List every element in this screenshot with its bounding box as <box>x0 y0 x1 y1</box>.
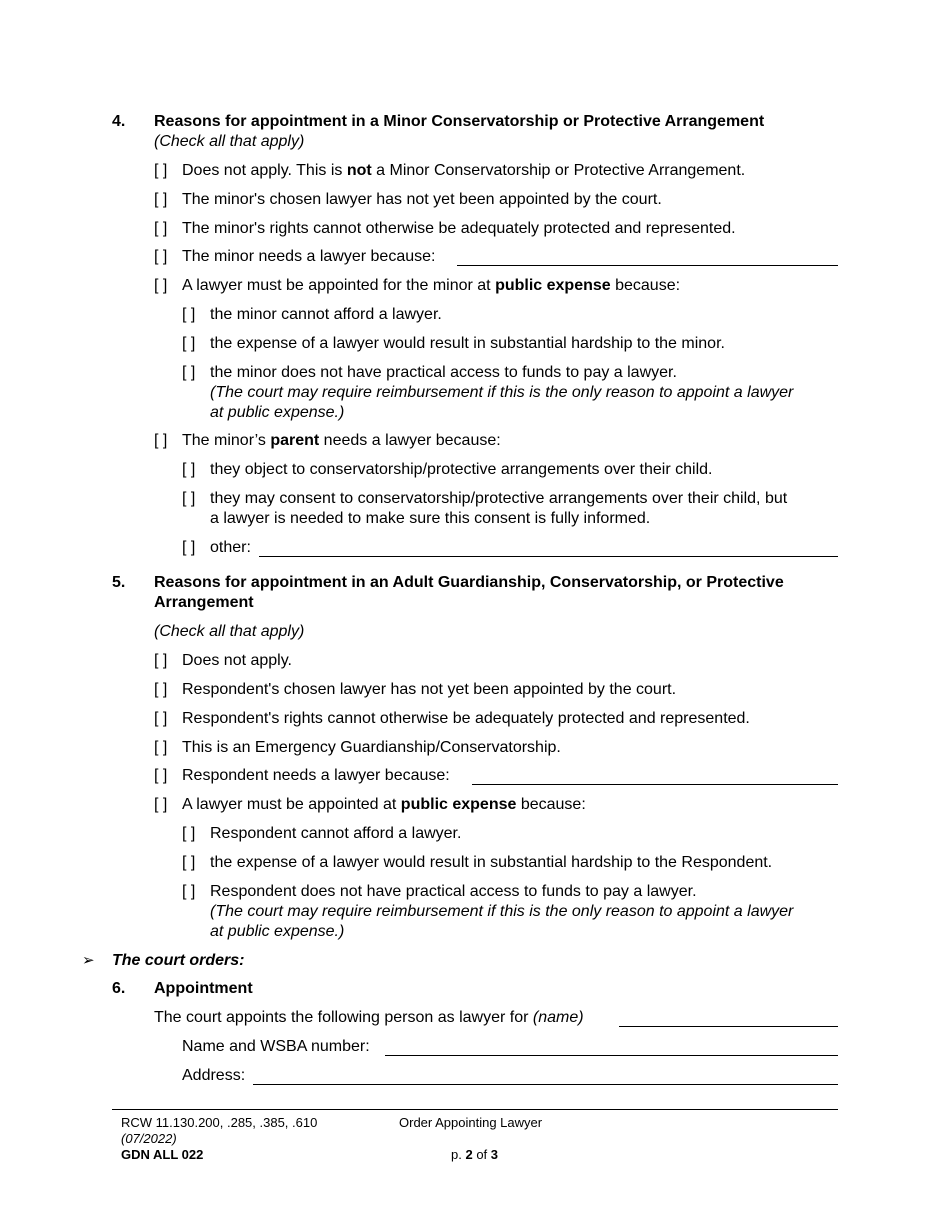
s5-item-chosen-lawyer: [ ] Respondent's chosen lawyer has not yet been appointed by the court. <box>154 681 677 698</box>
footer-rcw: RCW 11.130.200, .285, .385, .610 <box>121 1115 318 1130</box>
section-5-instruction: (Check all that apply) <box>154 623 305 640</box>
s5-sub-no-access: [ ] Respondent does not have practical access to funds to pay a lawyer. <box>182 883 697 900</box>
s4-sub-hardship: [ ] the expense of a lawyer would result in substantial hardship to the minor. <box>182 335 725 352</box>
checkbox[interactable]: [ ] <box>154 220 168 237</box>
s4-item-rights: [ ] The minor's rights cannot otherwise be adequately protected and represented. <box>154 220 736 237</box>
s5-item-needs-lawyer: [ ] Respondent needs a lawyer because: <box>154 767 450 784</box>
s5-sub-hardship: [ ] the expense of a lawyer would result in substantial hardship to the Respondent. <box>182 854 773 871</box>
s5-item-emergency: [ ] This is an Emergency Guardianship/Conservatorship. <box>154 739 561 756</box>
checkbox[interactable]: [ ] <box>182 364 196 381</box>
footer-divider <box>112 1109 838 1110</box>
s4-sub-consent-cont: a lawyer is needed to make sure this consent is fully informed. <box>210 510 651 527</box>
s5-reimbursement-note: (The court may require reimbursement if this is the only reason to appoint a lawyer <box>210 903 794 920</box>
checkbox[interactable]: [ ] <box>154 162 168 179</box>
checkbox[interactable]: [ ] <box>182 461 196 478</box>
section-5-number: 5. <box>112 574 126 591</box>
checkbox[interactable]: [ ] <box>154 767 168 784</box>
s5-item-rights: [ ] Respondent's rights cannot otherwise be adequately protected and represented. <box>154 710 750 727</box>
section-5-title: Reasons for appointment in an Adult Guardianship, Conservatorship, or Protective <box>154 574 784 591</box>
section-5-title-cont: Arrangement <box>154 594 254 611</box>
s5-reimbursement-note-cont: at public expense.) <box>210 923 345 940</box>
s4-reimbursement-note-cont: at public expense.) <box>210 404 345 421</box>
court-orders-heading: The court orders: <box>112 952 245 969</box>
section-6-title: Appointment <box>154 980 253 997</box>
s5-item-public-expense: [ ] A lawyer must be appointed at public expense because: <box>154 796 586 813</box>
s5-needs-lawyer-field[interactable] <box>472 770 838 785</box>
checkbox[interactable]: [ ] <box>154 248 168 265</box>
s4-sub-object: [ ] they object to conservatorship/protective arrangements over their child. <box>182 461 713 478</box>
s4-sub-no-access: [ ] the minor does not have practical access to funds to pay a lawyer. <box>182 364 677 381</box>
s4-item-needs-lawyer: [ ] The minor needs a lawyer because: <box>154 248 436 265</box>
checkbox[interactable]: [ ] <box>154 432 168 449</box>
checkbox[interactable]: [ ] <box>182 335 196 352</box>
s4-item-parent: [ ] The minor’s parent needs a lawyer because: <box>154 432 501 449</box>
s5-item-not-apply: [ ] Does not apply. <box>154 652 292 669</box>
s4-needs-lawyer-field[interactable] <box>457 251 838 266</box>
footer-date: (07/2022) <box>121 1131 177 1146</box>
section-4-title: Reasons for appointment in a Minor Conservatorship or Protective Arrangement <box>154 113 765 130</box>
checkbox[interactable]: [ ] <box>154 191 168 208</box>
checkbox[interactable]: [ ] <box>154 681 168 698</box>
checkbox[interactable]: [ ] <box>182 306 196 323</box>
checkbox[interactable]: [ ] <box>182 854 196 871</box>
footer-form-id: GDN ALL 022 <box>121 1147 204 1162</box>
address-field[interactable] <box>253 1070 838 1085</box>
section-6-number: 6. <box>112 980 126 997</box>
checkbox[interactable]: [ ] <box>154 739 168 756</box>
section-4-instruction: (Check all that apply) <box>154 133 305 150</box>
checkbox[interactable]: [ ] <box>182 825 196 842</box>
appointment-line: The court appoints the following person as lawyer for (name) <box>154 1009 584 1026</box>
s4-other-field[interactable] <box>259 542 838 557</box>
checkbox[interactable]: [ ] <box>182 539 196 556</box>
checkbox[interactable]: [ ] <box>182 490 196 507</box>
checkbox[interactable]: [ ] <box>154 796 168 813</box>
s4-item-not-apply: [ ] Does not apply. This is not a Minor Conservatorship or Protective Arrangement. <box>154 162 746 179</box>
address-label: Address: <box>182 1067 246 1084</box>
s4-item-chosen-lawyer: [ ] The minor's chosen lawyer has not yet been appointed by the court. <box>154 191 662 208</box>
name-wsba-field[interactable] <box>385 1041 838 1056</box>
s4-reimbursement-note: (The court may require reimbursement if this is the only reason to appoint a lawyer <box>210 384 794 401</box>
checkbox[interactable]: [ ] <box>154 710 168 727</box>
checkbox[interactable]: [ ] <box>154 652 168 669</box>
checkbox[interactable]: [ ] <box>154 277 168 294</box>
footer-page-number: p. 2 of 3 <box>451 1147 499 1162</box>
s4-sub-cannot-afford: [ ] the minor cannot afford a lawyer. <box>182 306 442 323</box>
name-wsba-label: Name and WSBA number: <box>182 1038 370 1055</box>
s4-item-public-expense: [ ] A lawyer must be appointed for the minor at public expense because: <box>154 277 681 294</box>
s4-sub-consent: [ ] they may consent to conservatorship/protective arrangements over their child, but <box>182 490 788 507</box>
footer-form-title: Order Appointing Lawyer <box>399 1115 543 1130</box>
section-4-number: 4. <box>112 113 126 130</box>
arrow-bullet-icon: ➢ <box>82 952 95 969</box>
lawyer-for-name-field[interactable] <box>619 1012 838 1027</box>
checkbox[interactable]: [ ] <box>182 883 196 900</box>
s4-sub-other: [ ] other: <box>182 539 251 556</box>
s5-sub-cannot-afford: [ ] Respondent cannot afford a lawyer. <box>182 825 462 842</box>
